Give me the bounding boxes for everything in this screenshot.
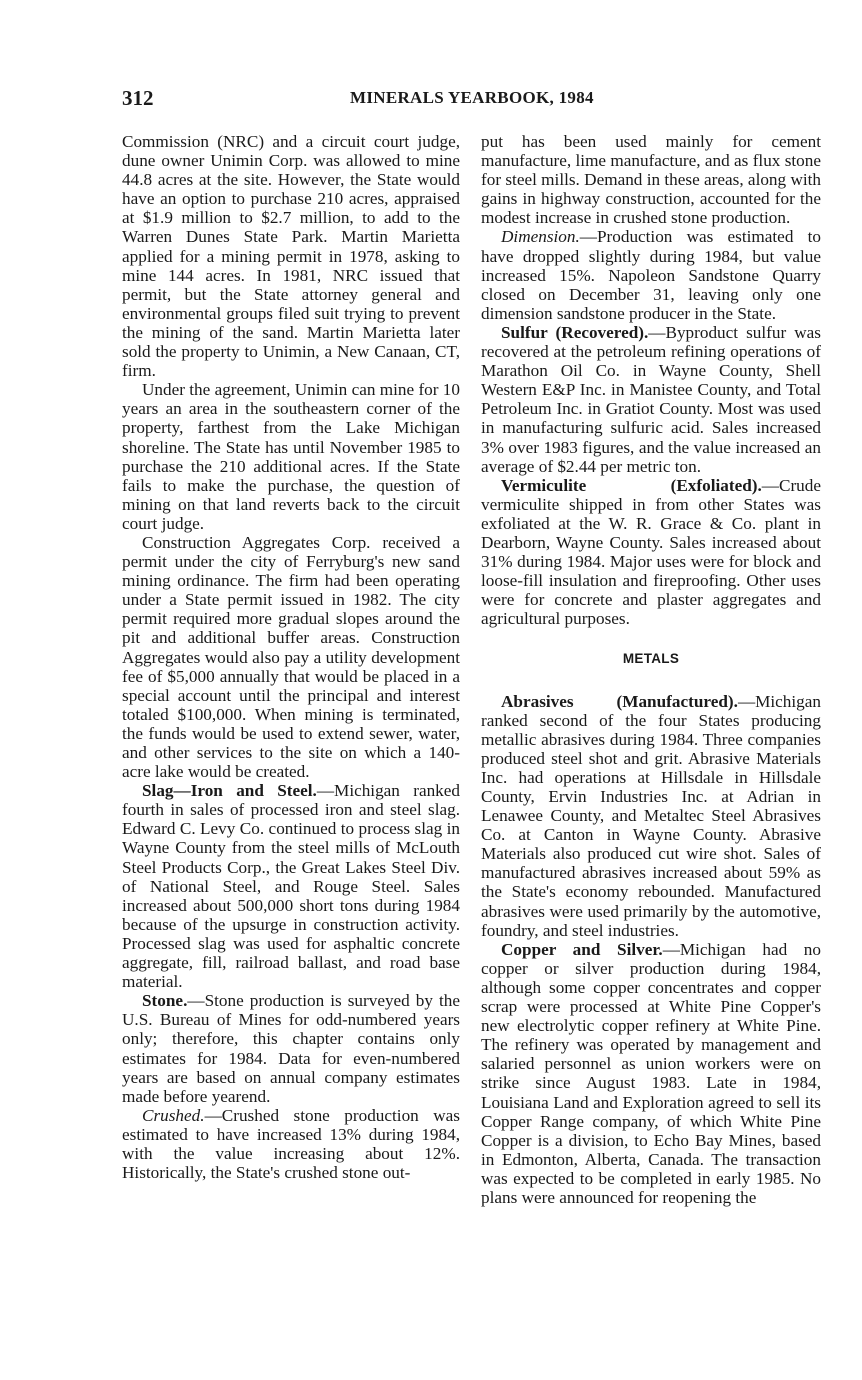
copper-run-head: Copper and Silver. xyxy=(501,939,663,959)
paragraph-crushed-continued: put has been used mainly for cement manufacture, lime manufacture, and as flux stone for steel mills. Demand in these areas, along with gains in highway construction, accounted for the modest increase in crushed stone production. xyxy=(481,132,821,228)
paragraph-copper-silver xyxy=(481,940,821,1207)
paragraph-sulfur xyxy=(481,323,821,476)
sulfur-text: —Byproduct sulfur was recovered at the petroleum refining operations of Marathon Oil Co. in Wayne County, Shell Western E&P Inc. in Manistee County, and Total Petroleum Inc. in Gratiot County. Most was used in manufacturing sulfuric acid. Sales increased 3% over 1983 figures, and the value increased an average of $2.44 per metric ton. xyxy=(481,322,821,476)
paragraph-dimension xyxy=(481,227,821,322)
sulfur-run-head: Sulfur (Recovered). xyxy=(501,322,649,342)
abrasives-run-head: Abrasives (Manufactured). xyxy=(501,691,738,711)
page-number: 312 xyxy=(122,86,154,110)
dimension-text: —Production was estimated to have dropped slightly during 1984, but value increased 15%. Napoleon Sandstone Quarry closed on December 31, leaving only one dimension sandstone producer in the State. xyxy=(481,227,821,323)
vermiculite-run-head: Vermiculite (Exfoliated). xyxy=(501,475,762,495)
stone-run-head: Stone. xyxy=(142,991,188,1011)
slag-text: —Michigan ranked fourth in sales of processed iron and steel slag. Edward C. Levy Co. continued to process slag in Wayne County from the steel mills of McLouth Steel Products Corp., the Great Lakes Steel Div. of National Steel, and Rouge Steel. Sales increased about 500,000 short tons during 1984 because of the upsurge in construction activity. Processed slag was used for asphaltic concrete aggregate, fill, railroad ballast, and road base material. xyxy=(122,781,460,992)
paragraph-construction-aggregates: Construction Aggregates Corp. received a permit under the city of Ferryburg's new sand mining ordinance. The firm had been operating under a State permit issued in 1982. The city permit required more gradual slopes around the pit and additional buffer areas. Construction Aggregates would also pay a utility development fee of $5,000 annually that would be placed in a special account until the principal and interest totaled $100,000. When mining is terminated, the funds would be used to extend sewer, water, and other services to the site on which a 140-acre lake would be created. xyxy=(122,532,460,782)
slag-run-head: Slag—Iron and Steel. xyxy=(142,781,317,801)
paragraph-slag xyxy=(122,781,460,991)
left-column xyxy=(122,132,460,1182)
dimension-run-head: Dimension. xyxy=(501,227,580,247)
crushed-text: —Crushed stone production was estimated to have increased 13% during 1984, with the value increasing about 12%. Historically, the State's crushed stone out- xyxy=(122,1105,460,1183)
stone-text: —Stone production is surveyed by the U.S. Bureau of Mines for odd-numbered years only; therefore, this chapter contains only estimates for 1984. Data for even-numbered years are based on annual company estimates made before yearend. xyxy=(122,991,460,1106)
paragraph-abrasives xyxy=(481,692,821,940)
vermiculite-text: —Crude vermiculite shipped in from other States was exfoliated at the W. R. Grace & Co. plant in Dearborn, Wayne County. Sales increased about 31% during 1984. Major uses were for block and loose-fill insulation and fireproofing. Other uses were for concrete and plaster aggregates and agricultural purposes. xyxy=(481,475,821,629)
crushed-run-head: Crushed. xyxy=(142,1105,205,1125)
section-title-metals: METALS xyxy=(622,651,680,667)
copper-text: —Michigan had no copper or silver production during 1984, although some copper concentrates and copper scrap were processed at White Pine Copper's new electrolytic copper refinery at White Pine. The refinery was operated by management and salaried personnel as union workers were on strike since August 1983. Late in 1984, Louisiana Land and Exploration agreed to sell its Copper Range company, of which White Pine Copper is a division, to Echo Bay Mines, based in Edmonton, Alberta, Canada. The transaction was expected to be completed in early 1985. No plans were announced for reopening the xyxy=(481,939,821,1207)
right-column xyxy=(481,132,821,1207)
paragraph-crushed xyxy=(122,1106,460,1182)
running-head: MINERALS YEARBOOK, 1984 xyxy=(350,88,594,107)
paragraph-vermiculite xyxy=(481,476,821,629)
paragraph-unimin-agreement: Under the agreement, Unimin can mine for 10 years an area in the southeastern corner of the property, farthest from the Lake Michigan shoreline. The State has until November 1985 to purchase the 210 additional acres. If the State fails to make the purchase, the question of mining on that land reverts back to the circuit court judge. xyxy=(122,380,460,533)
paragraph-nrc-dunes: Commission (NRC) and a circuit court judge, dune owner Unimin Corp. was allowed to mine 44.8 acres at the site. However, the State would have an option to purchase 210 acres, appraised at $1.9 million to $2.7 million, to add to the Warren Dunes State Park. Martin Marietta applied for a mining permit in 1978, asking to mine 144 acres. In 1981, NRC issued that permit, but the State attorney general and environmental groups filed suit trying to prevent the mining of the sand. Martin Marietta later sold the property to Unimin, a New Canaan, CT, firm. xyxy=(122,132,460,381)
page-header xyxy=(122,86,822,110)
abrasives-text: —Michigan ranked second of the four States producing metallic abrasives during 1984. Three companies produced steel shot and grit. Abrasive Materials Inc. had operations at Hillsdale in Hillsdale County, Ervin Industries Inc. at Adrian in Lenawee County, and Metaltec Steel Abrasives Co. at Canton in Wayne County. Abrasive Materials also produced cut wire shot. Sales of manufactured abrasives increased about 59% as the State's economy rebounded. Manufactured abrasives were used primarily by the automotive, foundry, and steel industries. xyxy=(481,691,821,940)
paragraph-stone xyxy=(122,991,460,1106)
